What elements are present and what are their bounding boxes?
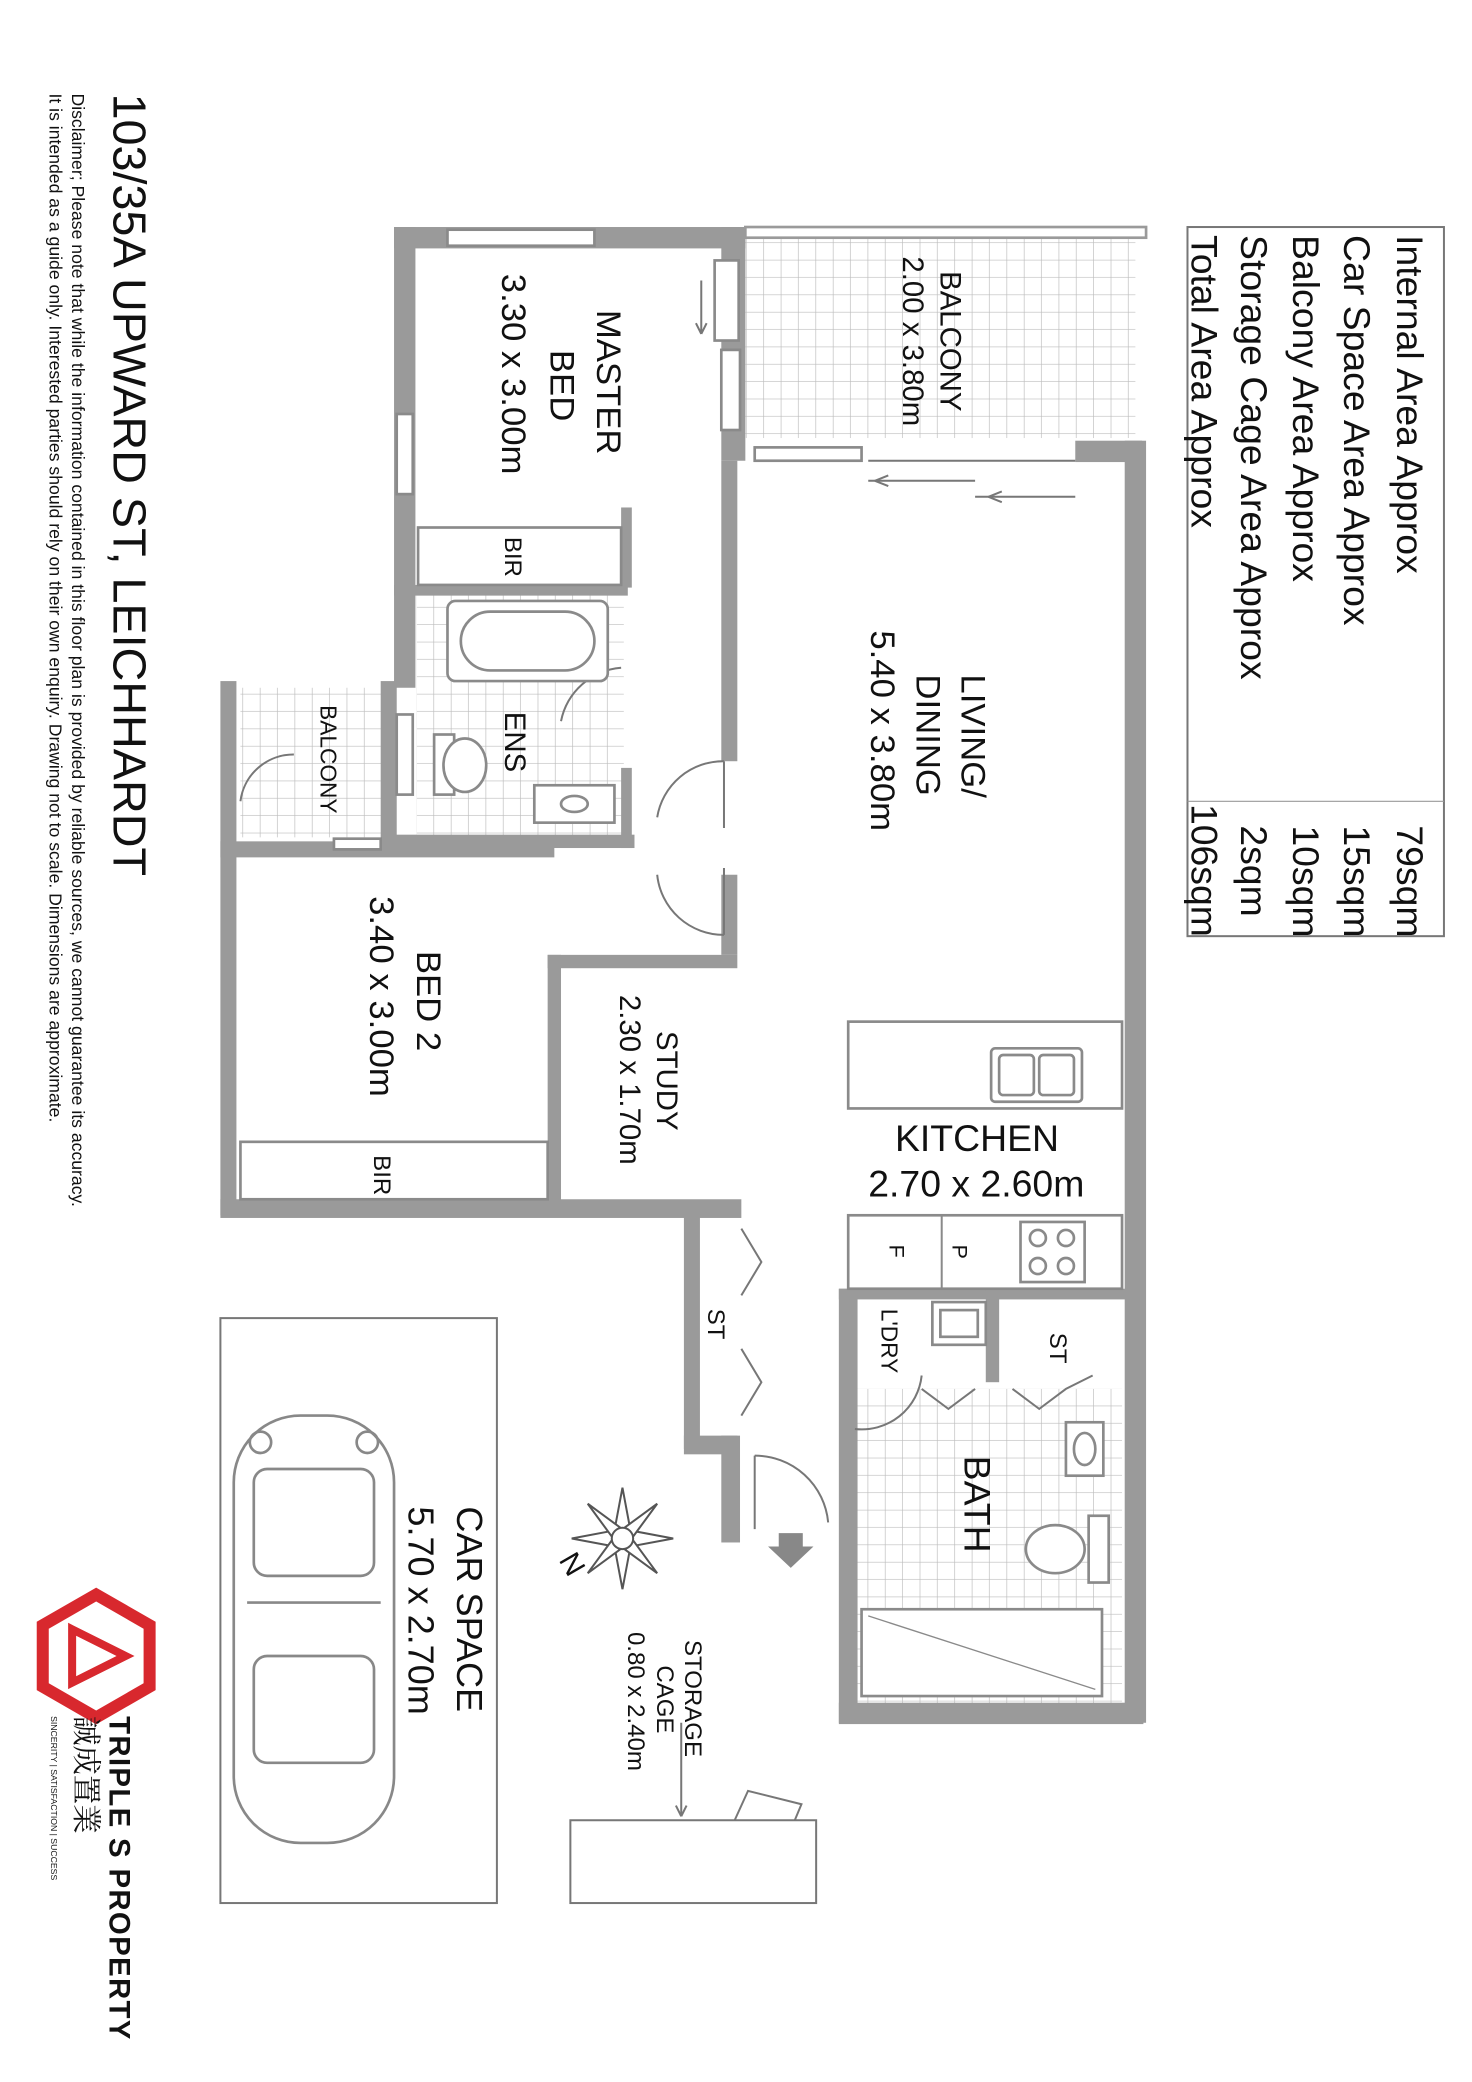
area-row-value: 10sqm [1285,825,1328,938]
living-label-1: LIVING/ [953,674,992,798]
disclaimer-line-1: Disclaimer; Please note that while the information contained in this floor plan is provided by reliable sources, we cannot guarantee its accuracy. [68,93,89,1207]
area-row-label: Car Space Area Approx [1335,235,1378,626]
master-bed-label-2: BED [542,349,581,422]
kitchen-label: KITCHEN [894,1117,1060,1160]
toilet-bath [1089,1516,1109,1583]
area-row-label: Internal Area Approx [1389,235,1432,574]
entry-arrow-icon [768,1533,813,1568]
area-row-value: 79sqm [1389,825,1432,938]
ensuite-label: ENS [497,711,531,773]
area-row-label: Storage Cage Area Approx [1232,235,1275,680]
compass-icon [572,1488,674,1589]
brand-logo [43,1595,150,2041]
balcony-small-label: BALCONY [315,705,342,814]
bed2-size: 3.40 x 3.00m [362,896,401,1097]
bir-bed2-label: BIR [368,1155,396,1196]
master-bed-label-1: MASTER [589,309,628,455]
study-label: STUDY [650,1030,684,1131]
balcony-main-label: BALCONY [933,271,967,412]
area-row-value: 106sqm [1183,803,1226,937]
area-row-value: 15sqm [1335,825,1378,938]
study-size: 2.30 x 1.70m [612,994,646,1165]
master-bed-size: 3.30 x 3.00m [494,273,533,475]
bath-label: BATH [956,1455,999,1553]
laundry-label: L'DRY [876,1308,903,1374]
living-label-2: DINING [908,674,947,796]
store-bath-label: ST [1043,1332,1071,1364]
room-labels [316,256,1085,1770]
header-block [45,93,155,1206]
storage-cage-size: 0.80 x 2.40m [621,1631,649,1771]
brand-chinese: 誠成置業 [69,1716,103,1834]
compass-north-label: N [552,1546,592,1582]
storage-cage-label-1: STORAGE [679,1639,707,1758]
disclaimer-line-2: It is intended as a guide only. Interested parties should rely on their own enquiry. Drawing not to scale. Dimensions are approximate. [45,93,66,1123]
store-hall-label: ST [701,1308,729,1340]
brand-name: TRIPLE S PROPERTY [102,1716,136,2041]
bed2-label: BED 2 [408,950,447,1052]
pantry-label: P [947,1244,972,1259]
balcony-main-size: 2.00 x 3.80m [895,256,929,427]
area-table [1183,227,1443,937]
fridge-label: F [884,1244,909,1258]
storage-cage-label-2: CAGE [651,1665,679,1734]
storage-cage-outline [570,1820,816,1903]
living-size: 5.40 x 3.80m [862,630,901,832]
triple-s-logo-icon [43,1595,150,1718]
car-space-label: CAR SPACE [448,1506,490,1713]
area-row-value: 2sqm [1232,825,1275,917]
car-space-size: 5.70 x 2.70m [400,1506,442,1715]
area-row-label: Total Area Approx [1183,235,1226,528]
car-icon [234,1416,394,1843]
brand-tagline: SINCERITY | SATISFACTION | SUCCESS [48,1716,59,1881]
kitchen-size: 2.70 x 2.60m [868,1162,1085,1205]
bir-master-label: BIR [498,536,526,577]
area-row-label: Balcony Area Approx [1285,235,1328,582]
address-title: 103/35A UPWARD ST, LEICHHARDT [103,93,156,877]
